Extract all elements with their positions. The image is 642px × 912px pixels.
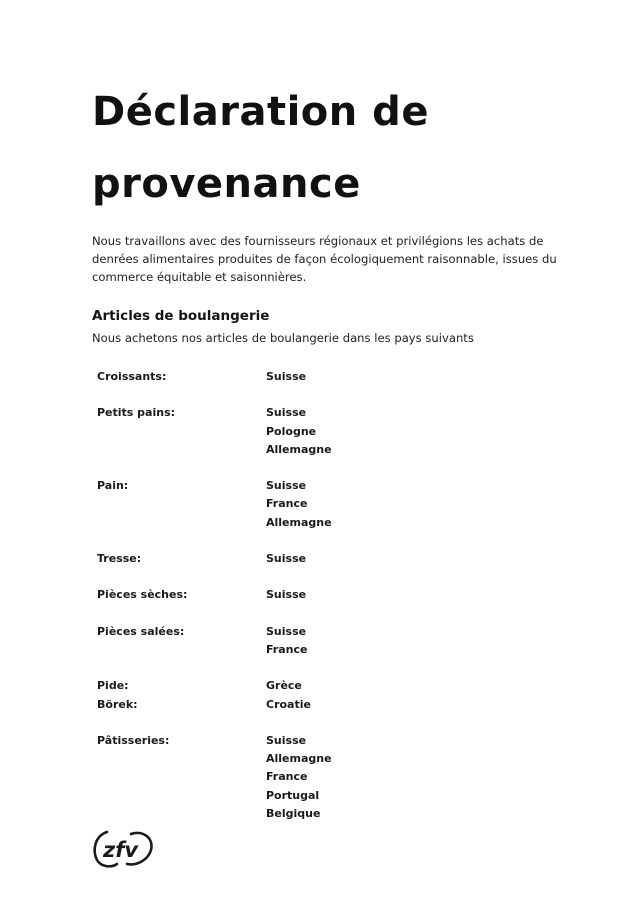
table-row bbox=[97, 677, 517, 695]
table-row bbox=[97, 623, 517, 659]
country: Grèce bbox=[266, 679, 302, 693]
row-label: Pâtisseries: bbox=[97, 733, 170, 747]
title-line-1: Déclaration de bbox=[92, 89, 429, 135]
row-label: Börek: bbox=[97, 697, 138, 711]
origin-table bbox=[97, 368, 517, 823]
country: France bbox=[266, 642, 308, 656]
table-row bbox=[97, 732, 517, 823]
row-label: Tresse: bbox=[97, 551, 142, 565]
section-subheading: Nous achetons nos articles de boulangerie dans les pays suivants bbox=[92, 331, 474, 345]
row-countries bbox=[266, 368, 306, 386]
table-row bbox=[97, 368, 517, 386]
country: Allemagne bbox=[266, 515, 332, 529]
country: Croatie bbox=[266, 697, 311, 711]
table-row bbox=[97, 404, 517, 459]
country: France bbox=[266, 770, 308, 784]
country: Suisse bbox=[266, 551, 307, 565]
country: Suisse bbox=[266, 588, 307, 602]
row-countries bbox=[266, 404, 332, 459]
zfv-logo bbox=[91, 826, 155, 870]
logo-text: zfv bbox=[103, 838, 139, 862]
row-label: Pièces salées: bbox=[97, 624, 185, 638]
title-line-2: provenance bbox=[92, 161, 361, 207]
country: Suisse bbox=[266, 370, 307, 383]
table-row bbox=[97, 477, 517, 532]
country: Suisse bbox=[266, 479, 307, 493]
country: France bbox=[266, 497, 308, 511]
row-countries bbox=[266, 677, 302, 695]
row-label: Pain: bbox=[97, 479, 129, 493]
country: Belgique bbox=[266, 806, 321, 820]
table-row bbox=[97, 696, 517, 714]
page-title bbox=[92, 76, 572, 220]
country: Allemagne bbox=[266, 442, 332, 456]
row-label: Croissants: bbox=[97, 370, 167, 383]
row-label: Pide: bbox=[97, 679, 129, 693]
section-heading: Articles de boulangerie bbox=[92, 308, 270, 324]
country: Suisse bbox=[266, 624, 307, 638]
table-row bbox=[97, 586, 517, 604]
row-countries bbox=[266, 623, 307, 659]
table-row bbox=[97, 550, 517, 568]
row-countries bbox=[266, 477, 332, 532]
row-countries bbox=[266, 732, 332, 823]
row-label: Petits pains: bbox=[97, 406, 176, 420]
country: Allemagne bbox=[266, 752, 332, 766]
row-label: Pièces sèches: bbox=[97, 588, 188, 602]
country: Suisse bbox=[266, 406, 307, 420]
country: Suisse bbox=[266, 733, 307, 747]
row-countries bbox=[266, 696, 311, 714]
row-countries bbox=[266, 586, 306, 604]
intro-paragraph: Nous travaillons avec des fournisseurs régionaux et privilégions les achats de denrées alimentaires produites de façon écologiquement raisonnable, issues du commerce équitable et saisonnières. bbox=[92, 234, 557, 284]
country: Pologne bbox=[266, 424, 317, 438]
row-countries bbox=[266, 550, 306, 568]
country: Portugal bbox=[266, 788, 320, 802]
